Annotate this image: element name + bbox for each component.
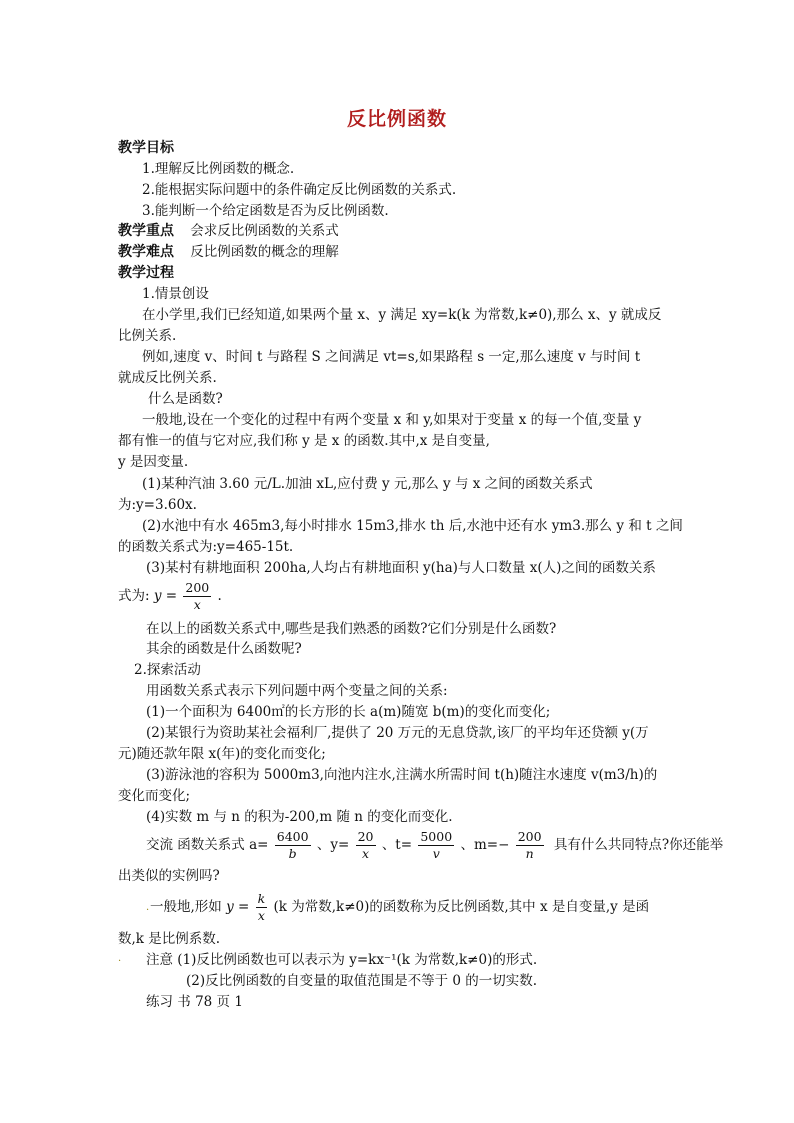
exercise-line: 变化而变化;: [118, 788, 191, 804]
fraction: [183, 580, 211, 613]
paragraph-line: 就成反比例关系.: [118, 370, 217, 386]
formula-line: [118, 578, 222, 614]
formula-end: .: [217, 588, 222, 604]
fraction-denominator: v: [432, 846, 440, 861]
definition-text: (k 为常数,k≠0)的函数称为反比例函数,其中 x 是自变量,y 是函: [273, 899, 650, 915]
formula-separator: 、m=−: [460, 837, 510, 853]
paragraph-line: 在小学里,我们已经知道,如果两个量 x、y 满足 xy=k(k 为常数,k≠0),那么 x、y 就成反: [142, 307, 662, 323]
goal-item: 1.理解反比例函数的概念.: [142, 161, 295, 177]
fraction: [516, 829, 544, 862]
formula-prefix: 式为:: [118, 588, 150, 604]
difficulty-label: 教学难点: [118, 244, 174, 260]
difficulty-text: 反比例函数的概念的理解: [190, 244, 339, 260]
margin-mark: ·: [118, 956, 122, 967]
example-line: (2)水池中有水 465m3,每小时排水 15m3,排水 th 后,水池中还有水 ym3.那么 y 和 t 之间: [142, 518, 683, 534]
section-heading: 1.情景创设: [142, 286, 209, 302]
formula-separator: 、y=: [316, 837, 350, 853]
exercise-line: (3)游泳池的容积为 5000m3,向池内注水,注满水所需时间 t(h)随注水速度 v(m3/h)的: [146, 767, 658, 783]
definition-line: 数,k 是比例系数.: [118, 931, 221, 947]
definition-line: [150, 888, 649, 926]
formula-lhs: y =: [226, 899, 250, 915]
paragraph-line: 例如,速度 v、时间 t 与路程 S 之间满足 vt=s,如果路程 s 一定,那么速度 v 与时间 t: [142, 349, 641, 365]
goal-item: 3.能判断一个给定函数是否为反比例函数.: [142, 203, 389, 219]
fraction: [356, 829, 376, 862]
formula-lhs: y =: [153, 588, 178, 604]
example-line: 为:y=3.60x.: [118, 497, 197, 513]
fraction-numerator: 200: [517, 829, 542, 844]
fraction-denominator: x: [362, 846, 370, 861]
note-line: 注意 (1)反比例函数也可以表示为 y=kx⁻¹(k 为常数,k≠0)的形式.: [146, 952, 538, 968]
question-line: 什么是函数?: [148, 391, 223, 407]
page-title: 反比例函数: [346, 108, 447, 130]
difficulty-row: [118, 242, 339, 262]
exercise-line: (4)实数 m 与 n 的积为-200,m 随 n 的变化而变化.: [146, 809, 453, 825]
note-line: (2)反比例函数的自变量的取值范围是不等于 0 的一切实数.: [186, 973, 538, 989]
paragraph-line: 都有惟一的值与它对应,我们称 y 是 x 的函数.其中,x 是自变量,: [118, 433, 490, 449]
key-point-row: [118, 221, 339, 241]
fraction-numerator: k: [257, 891, 266, 906]
key-point-text: 会求反比例函数的关系式: [190, 223, 339, 239]
fraction: [256, 891, 268, 924]
question-line: 在以上的函数关系式中,哪些是我们熟悉的函数?它们分别是什么函数?: [146, 621, 557, 637]
margin-mark: ·: [146, 905, 150, 916]
question-line: 其余的函数是什么函数呢?: [146, 641, 302, 657]
example-line: 的函数关系式为:y=465-15t.: [118, 539, 294, 555]
paragraph-line: 出类似的实例吗?: [118, 868, 220, 884]
exchange-label: 交流 函数关系式 a=: [146, 837, 269, 853]
fraction: [275, 829, 311, 862]
key-point-label: 教学重点: [118, 223, 174, 239]
exercise-line: (1)一个面积为 6400㎡的长方形的长 a(m)随宽 b(m)的变化而变化;: [146, 704, 551, 720]
exercise-line: (2)某银行为资助某社会福利厂,提供了 20 万元的无息贷款,该厂的平均年还贷额 y(万: [146, 725, 649, 741]
definition-prefix: 一般地,形如: [150, 899, 222, 915]
fraction: [418, 829, 454, 862]
exchange-tail: 具有什么共同特点?你还能举: [553, 837, 724, 853]
process-heading: 教学过程: [118, 265, 174, 281]
example-line: (3)某村有耕地面积 200ha,人均占有耕地面积 y(ha)与人口数量 x(人)之间的函数关系: [146, 560, 656, 576]
fraction-denominator: x: [257, 908, 265, 923]
fraction-numerator: 5000: [420, 829, 453, 844]
exercise-line: 元)随还款年限 x(年)的变化而变化;: [118, 746, 326, 762]
example-line: (1)某种汽油 3.60 元/L.加油 xL,应付费 y 元,那么 y 与 x 之间的函数关系式: [142, 476, 593, 492]
fraction-denominator: n: [525, 846, 534, 861]
fraction-numerator: 200: [185, 580, 210, 595]
paragraph-line: 用函数关系式表示下列问题中两个变量之间的关系:: [146, 683, 448, 699]
fraction-numerator: 6400: [276, 829, 309, 844]
goals-heading: 教学目标: [118, 140, 174, 156]
section-heading: 2.探索活动: [134, 662, 201, 678]
practice-line: 练习 书 78 页 1: [146, 994, 243, 1010]
fraction-denominator: b: [288, 846, 297, 861]
formula-separator: 、t=: [381, 837, 413, 853]
paragraph-line: y 是因变量.: [118, 454, 189, 470]
exchange-formula-line: [146, 826, 723, 864]
goal-item: 2.能根据实际问题中的条件确定反比例函数的关系式.: [142, 182, 457, 198]
paragraph-line: 比例关系.: [118, 328, 177, 344]
fraction-numerator: 20: [357, 829, 374, 844]
fraction-denominator: x: [193, 597, 201, 612]
paragraph-line: 一般地,设在一个变化的过程中有两个变量 x 和 y,如果对于变量 x 的每一个值,变量 y: [142, 412, 642, 428]
